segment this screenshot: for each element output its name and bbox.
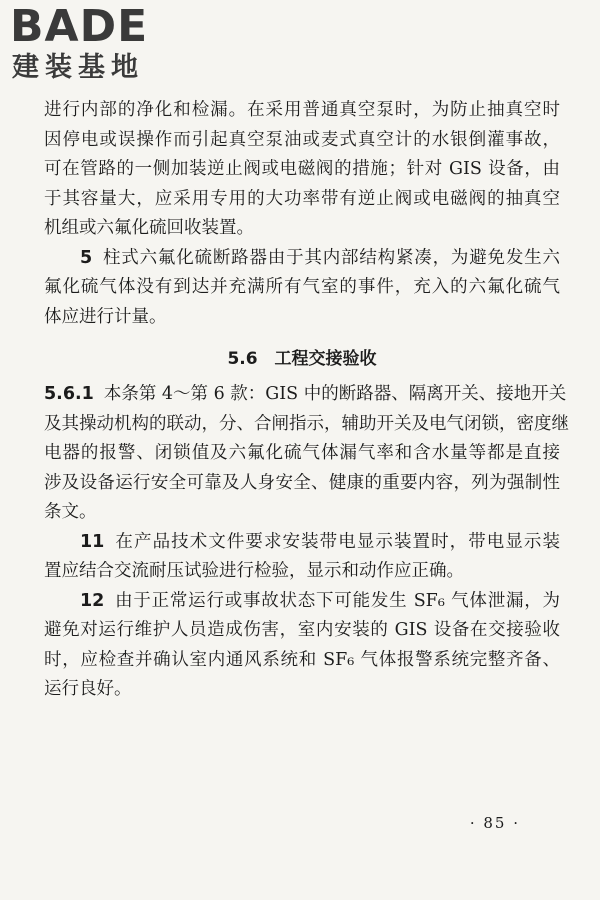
text-line: 时，应检查并确认室内通风系统和 SF₆ 气体报警系统完整齐备、 <box>44 649 560 670</box>
text-line <box>44 380 567 410</box>
text-line: 体应进行计量。 <box>44 306 167 327</box>
paragraph-item-12 <box>44 587 560 705</box>
clause-number: 5.6.1 <box>44 384 94 404</box>
logo-brand: BADE <box>10 1 149 52</box>
paragraph-item-11 <box>44 528 560 587</box>
text-line: 氟化硫气体没有到达并充满所有气室的事件，充入的六氟化硫气 <box>44 277 560 297</box>
text-line <box>44 244 560 274</box>
paragraph-clause-5-6-1 <box>44 380 569 528</box>
text-line: 进行内部的净化和检漏。在采用普通真空泵时，为防止抽真空时 <box>44 100 560 120</box>
item-number: 11 <box>80 531 105 552</box>
text-line: 涉及设备运行安全可靠及人身安全、健康的重要内容，列为强制性 <box>44 472 560 493</box>
logo-subtitle: 建装基地 <box>12 52 144 83</box>
text-line: 因停电或误操作而引起真空泵油或麦式真空计的水银倒灌事故， <box>44 129 560 150</box>
text-line: 电器的报警、闭锁值及六氟化硫气体漏气率和含水量等都是直接 <box>44 443 560 463</box>
text-line: 机组或六氟化硫回收装置。 <box>44 218 254 238</box>
text-line: 置应结合交流耐压试验进行检验，显示和动作应正确。 <box>44 561 464 581</box>
clause-text: 本条第 4～第 6 款：GIS 中的断路器、隔离开关、接地开关 <box>103 384 567 404</box>
text-line: 运行良好。 <box>44 679 132 699</box>
section-heading: 5.6 工程交接验收 <box>227 349 377 369</box>
page-number: · 85 · <box>469 814 520 832</box>
text-line: 条文。 <box>44 502 97 522</box>
paragraph-vacuum <box>44 96 560 244</box>
text-line: 可在管路的一侧加装逆止阀或电磁阀的措施；针对 GIS 设备，由 <box>44 159 560 179</box>
bade-logo <box>10 2 148 84</box>
item-text: 柱式六氟化硫断路器由于其内部结构紧凑，为避免发生六 <box>102 247 560 268</box>
text-line: 及其操动机构的联动，分、合闸指示，辅助开关及电气闭锁，密度继 <box>44 413 569 434</box>
item-text: 由于正常运行或事故状态下可能发生 SF₆ 气体泄漏，为 <box>114 590 560 611</box>
text-line <box>44 528 560 558</box>
text-line: 避免对运行维护人员造成伤害，室内安装的 GIS 设备在交接验收 <box>44 620 560 640</box>
item-text: 在产品技术文件要求安装带电显示装置时，带电显示装 <box>114 531 560 552</box>
page-body <box>44 96 569 705</box>
text-line: 于其容量大，应采用专用的大功率带有逆止阀或电磁阀的抽真空 <box>44 188 560 209</box>
item-number: 12 <box>80 590 105 611</box>
item-number: 5 <box>80 247 93 268</box>
paragraph-item-5 <box>44 244 560 333</box>
text-line <box>44 587 560 617</box>
